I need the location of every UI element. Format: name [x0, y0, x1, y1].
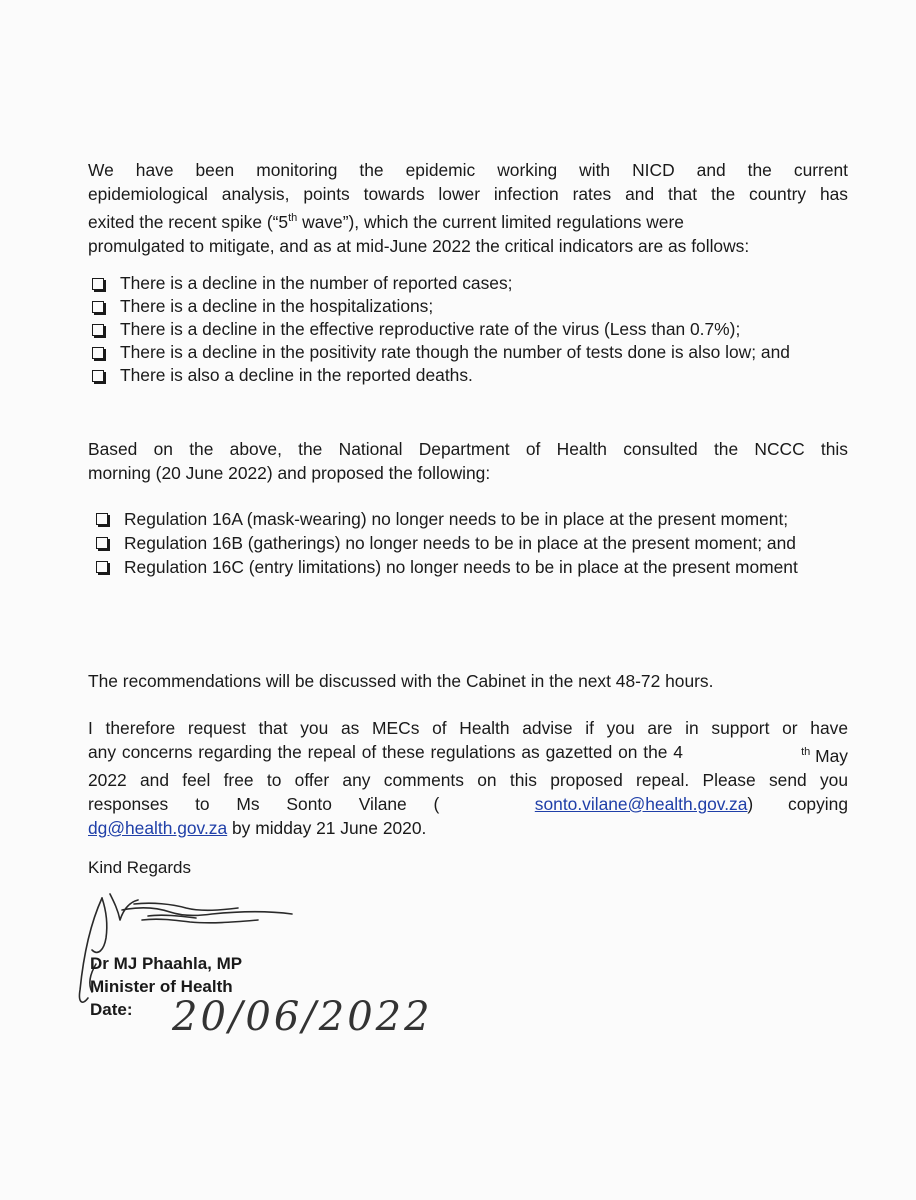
paragraph-line: The recommendations will be discussed with the Cabinet in the next 48-72 hours. — [88, 671, 714, 691]
list-item: There is also a decline in the reported deaths. — [92, 364, 848, 387]
paragraph-line: responses to Ms Sonto Vilane ( sonto.vilane@health.gov.za) copying — [88, 793, 848, 814]
paragraph-line: promulgated to mitigate, and as at mid-June 2022 the critical indicators are as follows: — [88, 235, 750, 256]
handwritten-date: 20/06/2022 — [172, 994, 433, 1040]
checkbox-square-icon — [96, 561, 108, 573]
checkbox-square-icon — [92, 278, 104, 290]
paragraph-monitoring — [88, 158, 848, 258]
email-link-sonto[interactable]: sonto.vilane@health.gov.za — [534, 793, 748, 814]
paragraph-recommendations — [88, 669, 848, 693]
list-item: Regulation 16A (mask-wearing) no longer needs to be in place at the present moment; — [96, 507, 848, 531]
signatory-name: Dr MJ Phaahla, MP — [90, 954, 243, 973]
checkbox-square-icon — [96, 513, 108, 525]
closing: Kind Regards — [88, 858, 192, 877]
checkbox-square-icon — [92, 301, 104, 313]
paragraph-line: 2022 and feel free to offer any comments on this proposed repeal. Please send you — [88, 769, 848, 790]
paragraph-line: epidemiological analysis, points towards lower infection rates and that the country has — [88, 184, 848, 204]
paragraph-line: morning (20 June 2022) and proposed the following: — [88, 463, 491, 483]
paragraph-request — [88, 716, 848, 840]
paragraph-line: I therefore request that you as MECs of Health advise if you are in support or have — [88, 718, 848, 738]
proposal-list — [96, 507, 848, 579]
paragraph-line: any concerns regarding the repeal of these regulations as gazetted on the 4 $^{th}$ May — [88, 742, 848, 766]
checkbox-square-icon — [92, 347, 104, 359]
line-text: exited the recent spike (“5th wave”), which the current limited regulations were — [88, 211, 684, 232]
list-item: There is a decline in the effective reproductive rate of the virus (Less than 0.7%); — [92, 318, 848, 341]
paragraph-line — [88, 206, 848, 234]
list-item: There is a decline in the number of reported cases; — [92, 272, 848, 295]
list-item: There is a decline in the hospitalizations; — [92, 295, 848, 318]
list-item: Regulation 16B (gatherings) no longer needs to be in place at the present moment; and — [96, 531, 848, 555]
checkbox-square-icon — [92, 324, 104, 336]
date-label: Date: — [90, 1000, 133, 1019]
checkbox-square-icon — [96, 537, 108, 549]
email-link-dg[interactable]: dg@health.gov.za — [88, 817, 228, 838]
list-item: Regulation 16C (entry limitations) no longer needs to be in place at the present moment — [96, 555, 848, 579]
indicator-list — [92, 272, 848, 387]
paragraph-line: We have been monitoring the epidemic working with NICD and the current — [88, 160, 848, 180]
signatory-title: Minister of Health — [90, 977, 233, 996]
list-item: There is a decline in the positivity rate though the number of tests done is also low; and — [92, 341, 848, 364]
paragraph-line: dg@health.gov.za by midday 21 June 2020. — [88, 817, 427, 838]
line-text: responses to Ms Sonto Vilane ( — [88, 793, 440, 814]
paragraph-line: Based on the above, the National Department of Health consulted the NCCC this — [88, 439, 848, 459]
paragraph-based-on-above — [88, 437, 848, 485]
checkbox-square-icon — [92, 370, 104, 382]
